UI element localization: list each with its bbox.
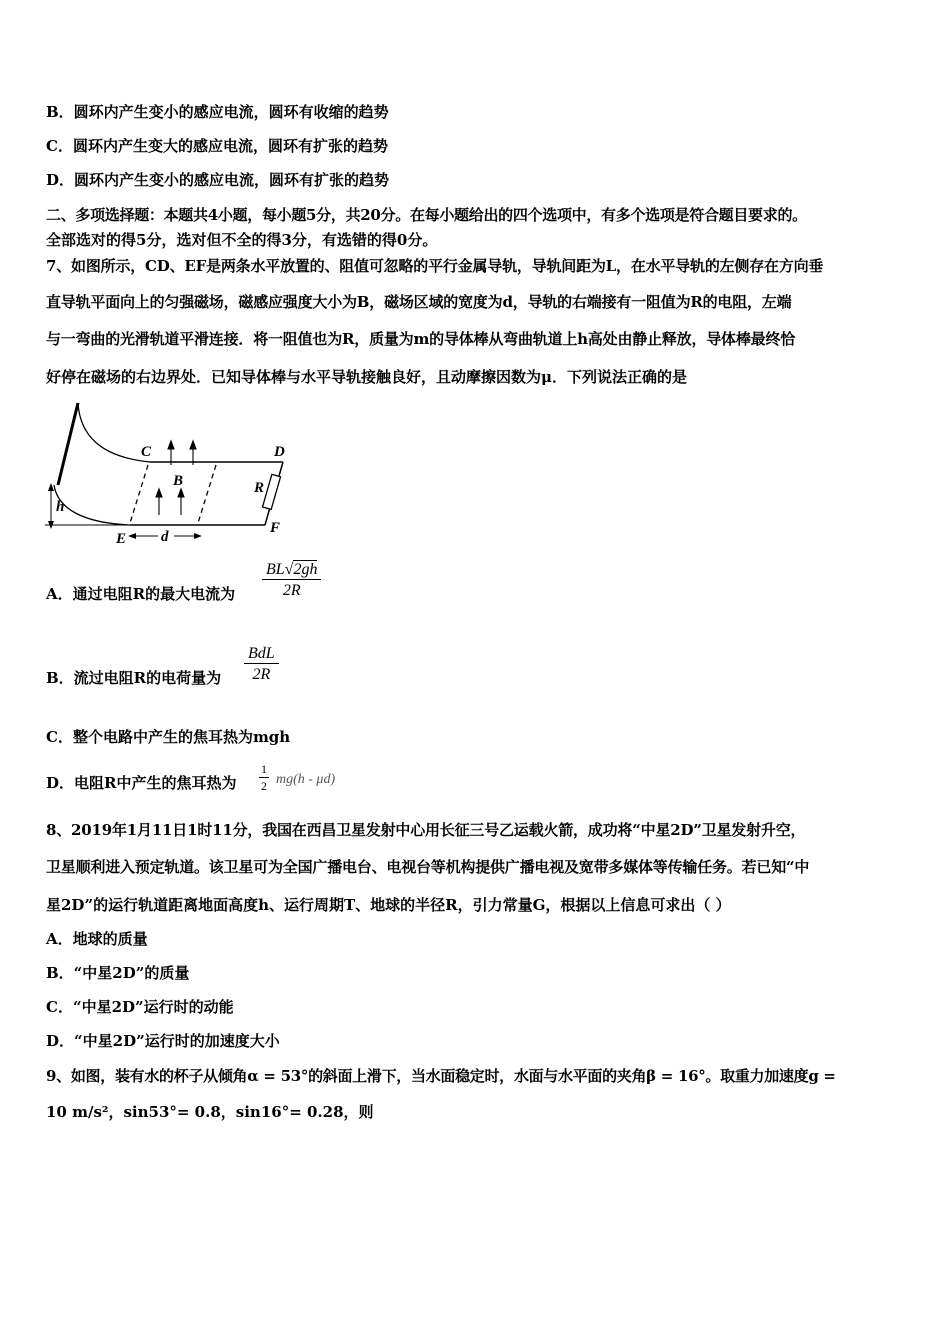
- field-boundary-right: [198, 465, 216, 523]
- label-f: F: [270, 520, 281, 536]
- label-d-width: d: [161, 529, 169, 545]
- q7-option-a-fraction: [262, 561, 321, 600]
- q8-option-d: D．“中星2D”运行时的加速度大小: [46, 1032, 280, 1050]
- q8-line2: 卫星顺利进入预定轨道。该卫星可为全国广播电台、电视台等机构提供广播电视及宽带多媒体等传输任务。若已知“中: [46, 858, 810, 876]
- q7-line1: 7、如图所示，CD、EF是两条水平放置的、阻值可忽略的平行金属导轨，导轨间距为L，在水平导轨的左侧存在方向垂: [46, 257, 824, 275]
- q8-option-c: C．“中星2D”运行时的动能: [46, 998, 234, 1016]
- frac-b-num: BdL: [244, 645, 279, 664]
- label-h: h: [56, 499, 65, 515]
- q9-line1: 9、如图，装有水的杯子从倾角α = 53°的斜面上滑下，当水面稳定时，水面与水平面的夹角β = 16°。取重力加速度g =: [46, 1067, 836, 1085]
- q7-figure: [40, 395, 310, 550]
- q7-option-c: C．整个电路中产生的焦耳热为mgh: [46, 728, 291, 746]
- frac-d-num: 1: [261, 762, 267, 776]
- curved-track-upper: [78, 403, 150, 462]
- q8-line3: 星2D”的运行轨道距离地面高度h、运行周期T、地球的半径R，引力常量G，根据以上信息可求出（ ）: [46, 896, 731, 914]
- q8-option-b: B．“中星2D”的质量: [46, 964, 190, 982]
- q7-option-d-fraction: [259, 762, 269, 794]
- section2-heading-line1: 二、多项选择题：本题共4小题，每小题5分，共20分。在每小题给出的四个选项中，有多个选项是符合题目要求的。: [46, 206, 807, 224]
- frac-a-num-pre: BL: [266, 561, 285, 578]
- q7-line4: 好停在磁场的右边界处．已知导体棒与水平导轨接触良好，且动摩擦因数为μ．下列说法正确的是: [46, 368, 687, 386]
- label-c: C: [141, 444, 152, 460]
- q7-option-d-expr: mg(h - μd): [276, 772, 336, 787]
- q8-line1: 8、2019年1月11日1时11分，我国在西昌卫星发射中心用长征三号乙运载火箭，成功将“中星2D”卫星发射升空，: [46, 821, 806, 839]
- section2-heading-line2: 全部选对的得5分，选对但不全的得3分，有选错的得0分。: [46, 231, 438, 249]
- q7-option-b: B．流过电阻R的电荷量为: [46, 669, 222, 687]
- q7-line2: 直导轨平面向上的匀强磁场，磁感应强度大小为B，磁场区域的宽度为d，导轨的右端接有一阻值为R的电阻，左端: [46, 293, 792, 311]
- q7-option-a: A．通过电阻R的最大电流为: [46, 585, 236, 603]
- curved-track-lower: [54, 485, 130, 525]
- frac-a-den: 2R: [282, 582, 301, 599]
- frac-a-num-radicand: 2gh: [293, 561, 318, 578]
- resistor: [263, 474, 281, 509]
- q8-option-a: A．地球的质量: [46, 930, 148, 948]
- q9-line2: 10 m/s²，sin53°= 0.8，sin16°= 0.28，则: [46, 1103, 374, 1121]
- label-b: B: [173, 473, 184, 489]
- frac-d-den: 2: [261, 779, 267, 793]
- frac-b-den: 2R: [252, 666, 271, 683]
- label-r: R: [254, 480, 265, 496]
- field-boundary-left: [130, 465, 148, 523]
- curved-track-left: [58, 403, 78, 485]
- option-c-prev: C．圆环内产生变大的感应电流，圆环有扩张的趋势: [46, 137, 388, 155]
- option-b-prev: B．圆环内产生变小的感应电流，圆环有收缩的趋势: [46, 103, 389, 121]
- q7-line3: 与一弯曲的光滑轨道平滑连接．将一阻值也为R，质量为m的导体棒从弯曲轨道上h高处由静止释放，导体棒最终恰: [46, 330, 796, 348]
- q7-option-b-fraction: [244, 645, 279, 684]
- sqrt-symbol: √: [284, 561, 294, 578]
- label-d: D: [274, 444, 285, 460]
- label-e: E: [116, 531, 127, 547]
- q7-option-d: D．电阻R中产生的焦耳热为: [46, 774, 237, 792]
- option-d-prev: D．圆环内产生变小的感应电流，圆环有扩张的趋势: [46, 171, 390, 189]
